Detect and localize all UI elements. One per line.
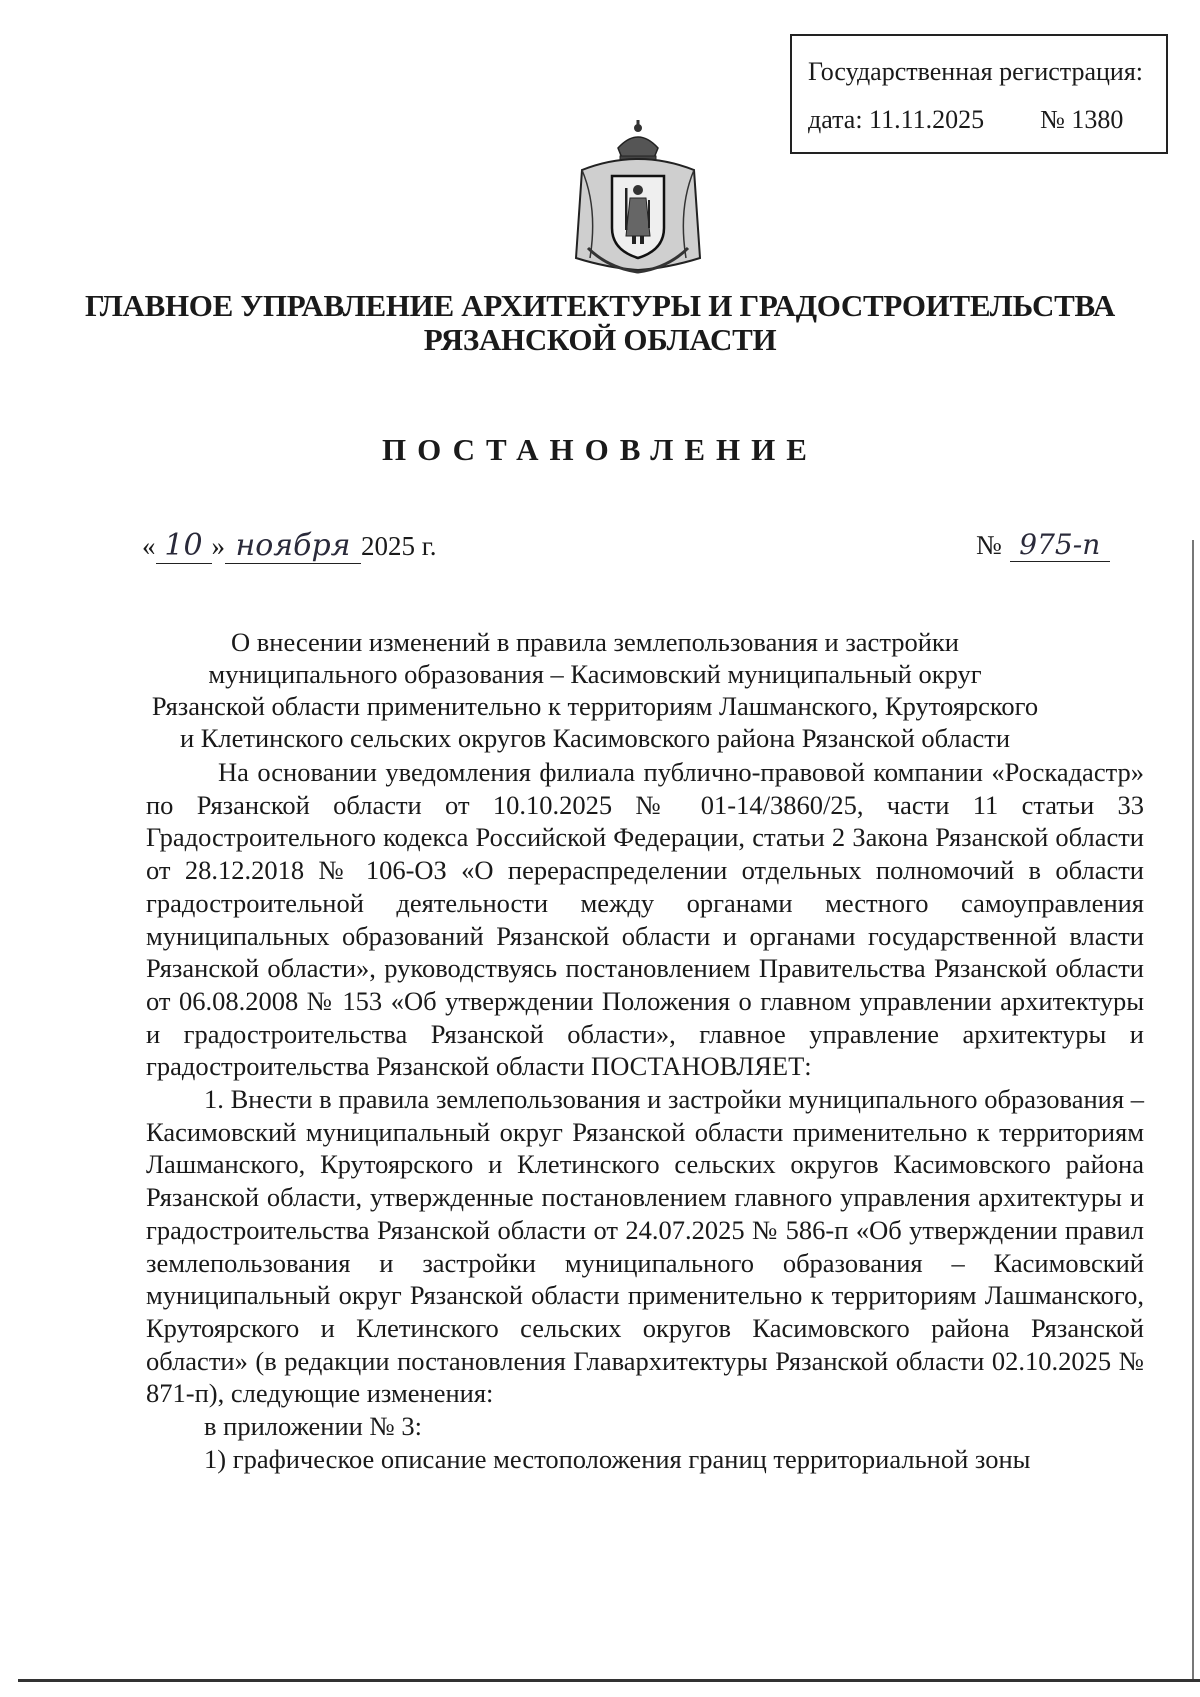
- number-sign: №: [976, 530, 1002, 560]
- scan-edge-divider: [1192, 540, 1194, 1680]
- organization-name-line1: ГЛАВНОЕ УПРАВЛЕНИЕ АРХИТЕКТУРЫ И ГРАДОСТРОИТЕЛЬСТВА: [84, 288, 1115, 323]
- date-month-handwritten: ноября: [225, 528, 361, 564]
- document-body: [146, 756, 1144, 1475]
- date-day-handwritten: 10: [156, 528, 212, 564]
- registration-title: Государственная регистрация:: [808, 57, 1144, 86]
- document-subject: О внесении изменений в правила землепользования и застройки муниципального образования – Касимовский муниципальный округ Рязанской области применительно к территориям Лашманского, Крутоярского и Клетинского сельских округов Касимовского района Рязанской области: [151, 627, 1039, 753]
- subitem-1-paragraph: 1) графическое описание местоположения границ территориальной зоны: [204, 1443, 1031, 1474]
- item-1-paragraph: 1. Внести в правила землепользования и застройки муниципального образования – Касимовский муниципальный округ Рязанской области применительно к территориям Лашманского, Крутоярского и Клетинского сельских округов Касимовского района Рязанской области, утвержденные постановлением главного управления архитектуры и градостроительства Рязанской области от 24.07.2025 № 586-п «Об утверждении правил землепользования и застройки муниципального образования – Касимовский муниципальный округ Рязанской области применительно к территориям Лашманского, Крутоярского и Клетинского сельских округов Касимовского района Рязанской области» (в редакции постановления Главархитектуры Рязанской области 02.10.2025 № 871-п), следующие изменения:: [146, 1084, 1144, 1409]
- date-open-quote: «: [142, 531, 156, 561]
- date-year: 2025 г.: [361, 531, 437, 561]
- number-value-handwritten: 975-п: [1010, 528, 1110, 562]
- organization-name-line2: РЯЗАНСКОЙ ОБЛАСТИ: [423, 322, 777, 357]
- appendix-paragraph: в приложении № 3:: [204, 1411, 422, 1442]
- registration-stamp: [790, 34, 1168, 154]
- document-type-title: ПОСТАНОВЛЕНИЕ: [382, 432, 818, 467]
- ryazan-coat-of-arms-icon: [568, 118, 708, 278]
- scan-bottom-divider: [18, 1679, 1200, 1682]
- preamble-paragraph: На основании уведомления филиала публично-правовой компании «Роскадастр» по Рязанской области от 10.10.2025 № 01-14/3860/25, части 11 статьи 33 Градостроительного кодекса Российской Федерации, статьи 2 Закона Рязанской области от 28.12.2018 № 106-ОЗ «О перераспределении отдельных полномочий в области градостроительной деятельности между органами местного самоуправления муниципальных образований Рязанской области и органами государственной власти Рязанской области», руководствуясь постановлением Правительства Рязанской области от 06.08.2008 № 153 «Об утверждении Положения о главном управлении архитектуры и градостроительства Рязанской области», главное управление архитектуры и градостроительства Рязанской области ПОСТАНОВЛЯЕТ:: [146, 757, 1144, 1082]
- date-close-quote: »: [211, 531, 225, 561]
- registration-number: № 1380: [1040, 105, 1124, 134]
- registration-date: дата: 11.11.2025: [808, 105, 985, 134]
- document-date: [142, 528, 437, 564]
- document-number: [976, 528, 1110, 562]
